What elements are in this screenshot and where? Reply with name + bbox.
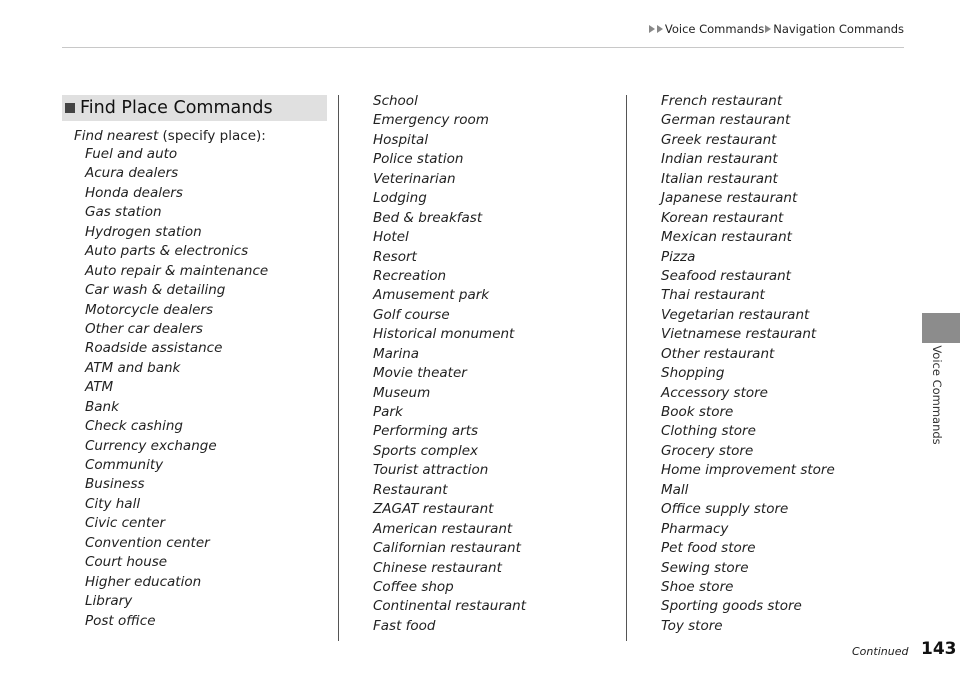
list-item: Fuel and auto bbox=[85, 146, 178, 162]
list-item: Museum bbox=[373, 384, 431, 401]
list-item: Sports complex bbox=[373, 442, 479, 459]
list-item: Pizza bbox=[661, 248, 696, 265]
list-item: Convention center bbox=[85, 534, 210, 551]
list-item: Police station bbox=[373, 151, 464, 168]
list-item: Grocery store bbox=[661, 442, 754, 459]
list-item: Check cashing bbox=[85, 418, 183, 435]
list-item: Bank bbox=[85, 398, 119, 415]
list-item: Auto parts & electronics bbox=[85, 243, 249, 260]
list-item: Pet food store bbox=[661, 540, 756, 557]
list-item: Motorcycle dealers bbox=[85, 301, 213, 318]
list-item: Emergency room bbox=[373, 112, 489, 129]
list-item: Business bbox=[85, 476, 145, 493]
list-item: Greek restaurant bbox=[661, 131, 777, 148]
list-item: Hospital bbox=[373, 131, 429, 148]
column-divider bbox=[338, 95, 339, 641]
list-item: Lodging bbox=[373, 190, 427, 207]
arrow-right-icon bbox=[657, 25, 663, 33]
side-tab-label: Voice Commands bbox=[930, 345, 944, 445]
list-item: Currency exchange bbox=[85, 437, 217, 454]
list-item: Vegetarian restaurant bbox=[661, 306, 810, 323]
list-item: Accessory store bbox=[661, 384, 768, 401]
list-item: Car wash & detailing bbox=[85, 282, 226, 299]
breadcrumb-section: Voice Commands bbox=[664, 22, 765, 36]
list-item: Historical monument bbox=[373, 326, 515, 343]
list-item: Community bbox=[85, 457, 164, 473]
list-item: Office supply store bbox=[661, 501, 789, 518]
breadcrumb bbox=[648, 22, 904, 36]
list-item: Acura dealers bbox=[85, 165, 179, 182]
list-item: School bbox=[373, 93, 418, 109]
list-item: Veterinarian bbox=[373, 170, 456, 187]
list-item: Tourist attraction bbox=[373, 462, 489, 479]
list-item: Hotel bbox=[373, 229, 409, 246]
list-item: Shoe store bbox=[661, 578, 734, 595]
list-item: Hydrogen station bbox=[85, 223, 202, 240]
list-item: Coffee shop bbox=[373, 578, 454, 595]
list-item: Movie theater bbox=[373, 365, 467, 382]
arrow-right-icon bbox=[765, 25, 771, 33]
intro-rest: (specify place): bbox=[158, 128, 266, 144]
list-item: French restaurant bbox=[661, 93, 783, 109]
list-item: Golf course bbox=[373, 306, 450, 323]
list-item: ATM and bank bbox=[85, 359, 181, 376]
list-item: Book store bbox=[661, 404, 734, 420]
page-number: 143 bbox=[921, 639, 957, 659]
side-tab-marker bbox=[922, 313, 960, 343]
list-item: Vietnamese restaurant bbox=[661, 326, 817, 343]
continued-note: Continued bbox=[852, 645, 909, 658]
place-list-column-3 bbox=[661, 92, 835, 636]
square-bullet-icon bbox=[65, 103, 75, 113]
breadcrumb-page: Navigation Commands bbox=[773, 22, 904, 36]
list-item: Resort bbox=[373, 248, 417, 265]
intro-emphasis: Find nearest bbox=[74, 128, 159, 144]
list-item: Performing arts bbox=[373, 423, 479, 440]
list-item: Clothing store bbox=[661, 423, 756, 440]
list-item: Post office bbox=[85, 612, 156, 629]
list-item: Other car dealers bbox=[85, 320, 203, 337]
list-item: Californian restaurant bbox=[373, 540, 521, 557]
list-item: Civic center bbox=[85, 515, 166, 532]
list-item: Mall bbox=[661, 481, 689, 498]
list-item: Italian restaurant bbox=[661, 170, 778, 187]
list-item: Seafood restaurant bbox=[661, 267, 791, 284]
list-item: Japanese restaurant bbox=[661, 190, 798, 207]
list-item: Sporting goods store bbox=[661, 598, 802, 615]
list-item: Home improvement store bbox=[661, 462, 835, 479]
list-item: Honda dealers bbox=[85, 184, 183, 201]
list-item: Mexican restaurant bbox=[661, 229, 792, 246]
list-item: Auto repair & maintenance bbox=[85, 262, 269, 279]
arrow-right-icon bbox=[649, 25, 655, 33]
list-item: Park bbox=[373, 404, 403, 420]
intro-line bbox=[74, 128, 266, 144]
list-item: Indian restaurant bbox=[661, 151, 778, 168]
list-item: Pharmacy bbox=[661, 520, 729, 537]
list-item: ATM bbox=[85, 379, 114, 396]
list-item: Gas station bbox=[85, 204, 162, 221]
column-divider bbox=[626, 95, 627, 641]
list-item: Thai restaurant bbox=[661, 287, 765, 304]
list-item: Chinese restaurant bbox=[373, 559, 502, 576]
list-item: Continental restaurant bbox=[373, 598, 526, 615]
list-item: Amusement park bbox=[373, 287, 490, 304]
list-item: Other restaurant bbox=[661, 345, 775, 362]
list-item: City hall bbox=[85, 495, 141, 512]
list-item: German restaurant bbox=[661, 112, 791, 129]
list-item: Higher education bbox=[85, 573, 202, 590]
list-item: Library bbox=[85, 593, 133, 610]
list-item: Sewing store bbox=[661, 559, 749, 576]
list-item: Toy store bbox=[661, 617, 723, 634]
header-divider bbox=[62, 47, 904, 48]
place-list-column-1 bbox=[85, 145, 268, 631]
list-item: Korean restaurant bbox=[661, 209, 784, 226]
list-item: Court house bbox=[85, 554, 168, 571]
section-heading bbox=[62, 95, 327, 121]
list-item: Restaurant bbox=[373, 481, 448, 498]
list-item: Roadside assistance bbox=[85, 340, 223, 357]
section-title: Find Place Commands bbox=[80, 98, 273, 118]
list-item: Shopping bbox=[661, 365, 725, 382]
place-list-column-2 bbox=[373, 92, 526, 636]
list-item: Marina bbox=[373, 345, 420, 362]
list-item: Recreation bbox=[373, 267, 447, 284]
list-item: Fast food bbox=[373, 617, 436, 634]
list-item: American restaurant bbox=[373, 520, 513, 537]
list-item: Bed & breakfast bbox=[373, 209, 483, 226]
list-item: ZAGAT restaurant bbox=[373, 501, 494, 518]
